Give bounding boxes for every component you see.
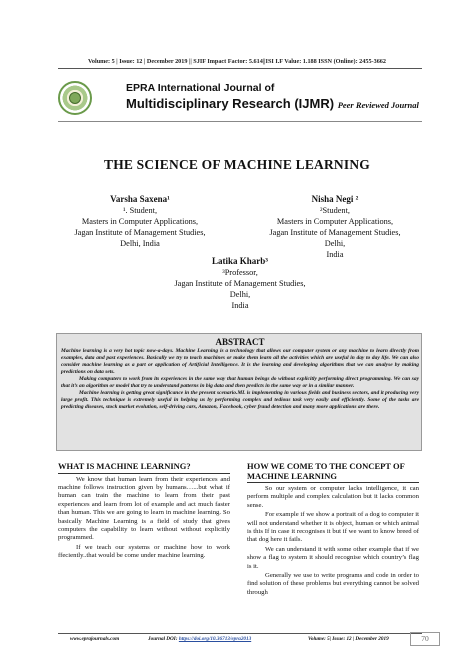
abstract-paragraph: Machine learning is getting great significance in the present scenario.ML is implementing in various fields and business sectors, and it producing very large profit. This technique is extremely useful in helping us by performing complex and tedious task very easily and efficiently. Some of the tasks are predicting diseases, stock market evolution, self-driving cars, Amazon, Facebook, cyber fraud detection and many more applications are there.	[61, 390, 419, 410]
paper-title: THE SCIENCE OF MACHINE LEARNING	[104, 157, 370, 172]
author-affiliation-line: Jagan Institute of Management Studies,	[269, 228, 401, 237]
author-affiliation-line: Delhi,	[324, 239, 346, 248]
journal-name-line2	[126, 96, 419, 111]
abstract-paragraph: Machine learning is a very hot topic now-a-days. Machine Learning is a technology that allows our computer system or any machine to learn directly from examples, data and past experiences. Basically we try to teach machines or make them learn all the activities which are useful in day to day life. We can also consider machine learning as a part or application of Artificial Intelligence. It is the learning and developing algorithms that we can analyse by making predictions on data sets.	[61, 348, 419, 375]
author-affiliation-line: ³Professor,	[222, 268, 258, 277]
author-affiliation-line: Jagan Institute of Management Studies,	[174, 279, 306, 288]
footer-volume: Volume: 5| Issue: 12 | December 2019	[308, 636, 389, 642]
right-column	[247, 462, 419, 598]
section-heading-what-is-ml: WHAT IS MACHINE LEARNING?	[58, 462, 230, 474]
author-affiliation-line: Masters in Computer Applications,	[81, 217, 199, 226]
author-affiliation-line: ²Student,	[320, 206, 350, 215]
author-affiliation-line: Delhi, India	[120, 239, 160, 248]
abstract-paragraph: Making computers to work from its experiences in the same way that human beings do without explicitly performing direct programming. We can say that it’s an algorithm or model that try to understand patterns in big data and then predicts in the same way or in a similar manner.	[61, 376, 419, 389]
journal-meta-line: Volume: 5 | Issue: 12 | December 2019 || SJIF Impact Factor: 5.614||ISI I.F Value: 1.188 ISSN (Online): 2455-3662	[87, 58, 386, 65]
header-rule	[58, 68, 422, 69]
abstract-box	[56, 333, 422, 451]
author-affiliation-line: Masters in Computer Applications,	[276, 217, 394, 226]
body-paragraph: Generally we use to write programs and code in order to find solution of these problems but everything cannot be solved through	[247, 572, 419, 596]
author-affiliation-line: ¹. Student,	[122, 206, 158, 215]
author-affiliation-line: India	[231, 301, 249, 310]
author-block-1	[60, 194, 220, 249]
author-block-3	[150, 256, 330, 311]
abstract-text	[61, 348, 419, 411]
abstract-heading: ABSTRACT	[215, 337, 265, 347]
footer-doi-link[interactable]: https://doi.org/10.36713/epra2013	[178, 636, 252, 642]
section-heading-how-we-come: HOW WE COME TO THE CONCEPT OF MACHINE LEARNING	[247, 462, 419, 483]
footer-rule	[58, 633, 422, 634]
author-name: Varsha Saxena¹	[110, 194, 170, 204]
peer-reviewed-tag: Peer Reviewed Journal	[337, 100, 419, 110]
author-affiliation-line: Delhi,	[229, 290, 251, 299]
journal-logo-icon	[58, 81, 92, 115]
author-block-2	[250, 194, 420, 260]
body-paragraph: We can understand it with some other example that if we show a flag to system it should recognise which country’s flag is it.	[247, 545, 419, 570]
left-column	[58, 462, 230, 562]
journal-name-line1: EPRA International Journal of	[126, 82, 275, 94]
footer-doi	[148, 636, 251, 642]
body-paragraph: We know that human learn from their experiences and machine follows instruction given by humans…...but what if human can train the machine to learn from their past experiences and learn from lot of example and act much faster than human. This we are going to learn in machine learning. So basically Machine Learning is a field of study that gives computers the capability to learn without without explicitly programmed.	[58, 475, 230, 542]
footer-site: www.eprajournals.com	[70, 636, 120, 642]
author-name: Latika Kharb³	[212, 256, 268, 266]
body-paragraph: For example if we show a portrait of a dog to computer it will not understand whether it is object, human or which animal is this If in case it recognises it but if we want to know breed of that dog here it fails.	[247, 511, 419, 544]
footer-doi-label: Journal DOI:	[148, 636, 179, 642]
journal-name: Multidisciplinary Research (IJMR)	[126, 96, 335, 111]
author-affiliation-line: India	[326, 250, 344, 259]
author-name: Nisha Negi ²	[311, 194, 359, 204]
body-paragraph: So our system or computer lacks intelligence, it can perform multiple and complex calculation but it lacks common sense.	[247, 485, 419, 509]
author-affiliation-line: Jagan Institute of Management Studies,	[74, 228, 206, 237]
body-paragraph: If we teach our systems or machine how to work ffeciently..that would be come under machine learning.	[58, 543, 230, 560]
page-number: 70	[410, 632, 440, 646]
